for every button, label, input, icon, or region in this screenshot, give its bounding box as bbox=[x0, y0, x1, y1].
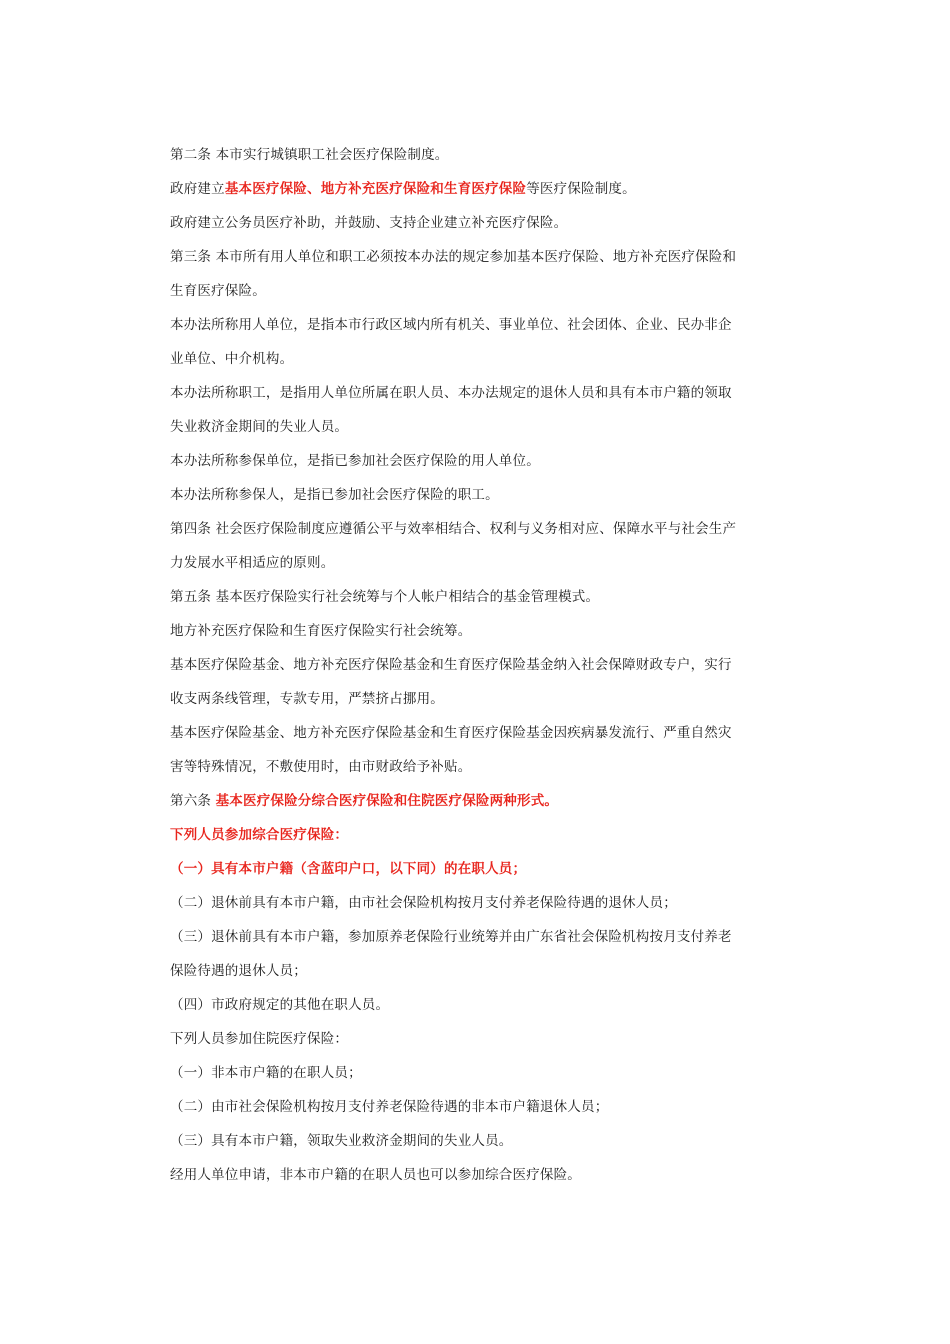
text-line: （二）由市社会保险机构按月支付养老保险待遇的非本市户籍退休人员； bbox=[170, 1099, 609, 1115]
text-line: 地方补充医疗保险和生育医疗保险实行社会统筹。 bbox=[170, 623, 472, 639]
text-line: 第二条 本市实行城镇职工社会医疗保险制度。 bbox=[170, 147, 449, 163]
text-segment: 第六条 bbox=[170, 793, 216, 809]
text-line bbox=[170, 784, 780, 818]
text-line: 收支两条线管理，专款专用，严禁挤占挪用。 bbox=[170, 691, 444, 707]
text-line: 本办法所称职工，是指用人单位所属在职人员、本办法规定的退休人员和具有本市户籍的领取 bbox=[170, 385, 732, 401]
text-line: 保险待遇的退休人员； bbox=[170, 963, 307, 979]
text-line: （一）非本市户籍的在职人员； bbox=[170, 1065, 362, 1081]
text-line: 失业救济金期间的失业人员。 bbox=[170, 419, 349, 435]
emphasized-text: （一）具有本市户籍（含蓝印户口，以下同）的在职人员； bbox=[170, 861, 527, 877]
text-line: （三）退休前具有本市户籍，参加原养老保险行业统筹并由广东省社会保险机构按月支付养老 bbox=[170, 929, 732, 945]
text-line: 本办法所称参保人，是指已参加社会医疗保险的职工。 bbox=[170, 487, 499, 503]
document-body bbox=[170, 138, 780, 1192]
text-line: 害等特殊情况，不敷使用时，由市财政给予补贴。 bbox=[170, 759, 472, 775]
text-line: 本办法所称参保单位，是指已参加社会医疗保险的用人单位。 bbox=[170, 453, 540, 469]
text-line: 经用人单位申请，非本市户籍的在职人员也可以参加综合医疗保险。 bbox=[170, 1167, 581, 1183]
text-line: 业单位、中介机构。 bbox=[170, 351, 294, 367]
highlighted-text: 基本医疗保险、地方补充医疗保险和生育医疗保险 bbox=[224, 181, 527, 197]
text-line bbox=[170, 818, 780, 852]
text-line bbox=[170, 852, 780, 886]
text-line: 第五条 基本医疗保险实行社会统筹与个人帐户相结合的基金管理模式。 bbox=[170, 589, 600, 605]
text-line: （三）具有本市户籍，领取失业救济金期间的失业人员。 bbox=[170, 1133, 513, 1149]
text-line bbox=[170, 172, 780, 206]
highlighted-text: 基本医疗保险分综合医疗保险和住院医疗保险两种形式。 bbox=[215, 793, 559, 809]
text-segment: 政府建立 bbox=[170, 181, 225, 197]
text-line: 下列人员参加住院医疗保险： bbox=[170, 1031, 349, 1047]
text-line: 基本医疗保险基金、地方补充医疗保险基金和生育医疗保险基金因疾病暴发流行、严重自然灾 bbox=[170, 725, 732, 741]
text-line: 基本医疗保险基金、地方补充医疗保险基金和生育医疗保险基金纳入社会保障财政专户，实行 bbox=[170, 657, 732, 673]
text-line: 力发展水平相适应的原则。 bbox=[170, 555, 335, 571]
text-line: 第四条 社会医疗保险制度应遵循公平与效率相结合、权利与义务相对应、保障水平与社会生产 bbox=[170, 521, 737, 537]
text-line: 政府建立公务员医疗补助，并鼓励、支持企业建立补充医疗保险。 bbox=[170, 215, 568, 231]
text-line: （四）市政府规定的其他在职人员。 bbox=[170, 997, 390, 1013]
text-line: 生育医疗保险。 bbox=[170, 283, 266, 299]
text-line: 本办法所称用人单位，是指本市行政区域内所有机关、事业单位、社会团体、企业、民办非企 bbox=[170, 317, 732, 333]
text-line: 第三条 本市所有用人单位和职工必须按本办法的规定参加基本医疗保险、地方补充医疗保险和 bbox=[170, 249, 737, 265]
text-segment: 等医疗保险制度。 bbox=[526, 181, 636, 197]
text-line: （二）退休前具有本市户籍，由市社会保险机构按月支付养老保险待遇的退休人员； bbox=[170, 895, 677, 911]
emphasized-text: 下列人员参加综合医疗保险： bbox=[170, 827, 349, 843]
